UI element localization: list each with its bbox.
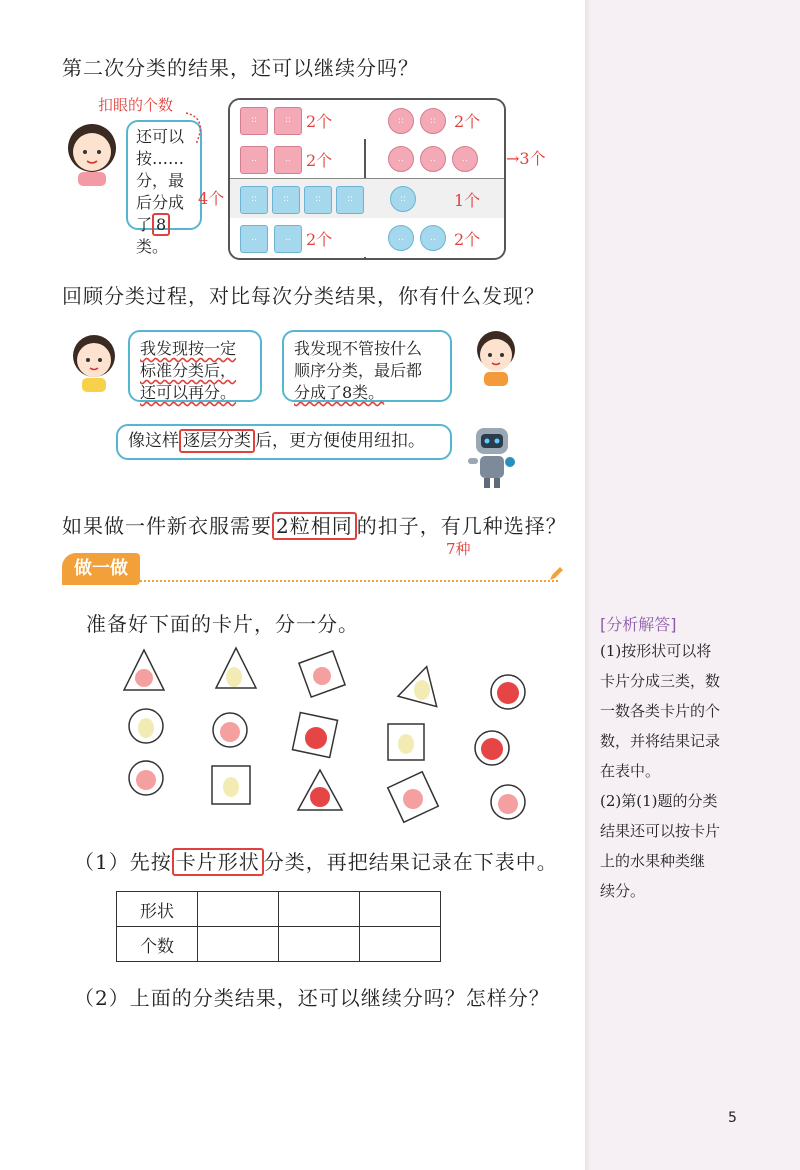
analysis-line: (2)第(1)题的分类	[600, 792, 718, 810]
page-fold	[585, 0, 591, 1170]
boxed-phrase: 卡片形状	[172, 848, 264, 876]
robot-speech-bubble	[116, 424, 452, 460]
circle-card-peach	[213, 713, 247, 747]
sub-question-1	[74, 846, 558, 875]
girl-illustration	[68, 330, 120, 392]
question-text: 如果做一件新衣服需要	[62, 514, 272, 538]
dotted-divider	[140, 580, 558, 582]
grid-row	[230, 218, 504, 257]
bubble-line: 后分成	[136, 193, 185, 212]
analysis-line: (1)按形状可以将	[600, 642, 712, 660]
speech-bubble-boy	[282, 330, 452, 402]
circle-card-apple	[475, 731, 509, 765]
grid-row	[230, 100, 504, 139]
circle-card-peach	[491, 785, 525, 819]
table-header-count: 个数	[117, 927, 198, 962]
pencil-icon	[548, 566, 564, 582]
square-button: ::	[304, 186, 332, 214]
count-label: 2个	[306, 112, 333, 131]
table-header-shape: 形状	[117, 892, 198, 927]
bubble-line: 我发现按一定	[140, 339, 237, 358]
grid-row	[230, 139, 504, 178]
analysis-title: [分析解答]	[600, 615, 677, 634]
girl-illustration	[62, 118, 122, 186]
count-label: 2个	[306, 230, 333, 249]
bubble-text: 类。	[136, 237, 169, 256]
bubble-line: 还可以再分。	[140, 383, 237, 402]
table-cell[interactable]	[279, 892, 360, 927]
circle-card-peach	[129, 761, 163, 795]
robot-illustration	[462, 424, 524, 490]
bubble-line: 分成了8类。	[294, 383, 385, 402]
sub-question-2: （2）上面的分类结果，还可以继续分吗？怎样分？	[74, 986, 550, 1010]
bubble-text: 像这样	[128, 431, 179, 451]
bubble-text: 了	[136, 215, 153, 234]
square-button: ..	[274, 225, 302, 253]
analysis-line: 结果还可以按卡片	[600, 822, 721, 840]
square-card-pear	[212, 766, 250, 804]
boy-illustration	[470, 326, 522, 386]
square-button: ..	[240, 146, 268, 174]
round-button: ..	[420, 225, 446, 251]
round-button: ..	[452, 146, 478, 172]
question-1: 第二次分类的结果，还可以继续分吗？	[62, 56, 419, 80]
triangle-card-pear	[216, 648, 256, 688]
analysis-line: 上的水果种类继	[600, 852, 706, 870]
task-instruction: 准备好下面的卡片，分一分。	[86, 612, 359, 636]
analysis-text	[600, 636, 760, 906]
table-cell[interactable]	[198, 892, 279, 927]
count-text: 3个	[519, 149, 546, 168]
square-button: ..	[240, 225, 268, 253]
square-card-peach	[388, 772, 438, 822]
boxed-phrase: 2粒相同	[272, 512, 357, 540]
round-button: ::	[388, 108, 414, 134]
question-text: （1）先按	[74, 850, 172, 874]
bubble-line: 分，最	[136, 171, 185, 190]
square-button: ::	[274, 107, 302, 135]
record-table	[116, 891, 441, 962]
bubble-line	[136, 214, 192, 258]
fruit-cards	[120, 644, 540, 824]
table-cell[interactable]	[360, 892, 441, 927]
analysis-line: 续分。	[600, 882, 646, 900]
question-text: 的扣子，有几种选择？	[356, 514, 567, 538]
round-button: ..	[388, 225, 414, 251]
arrow-annotation	[178, 108, 218, 148]
bubble-line: 还可以	[136, 127, 185, 146]
question-text: 分类，再把结果记录在下表中。	[263, 850, 558, 874]
round-button: ::	[390, 186, 416, 212]
boxed-term: 逐层分类	[179, 429, 255, 453]
round-button: ::	[420, 108, 446, 134]
round-button: ..	[420, 146, 446, 172]
table-row	[117, 892, 441, 927]
question-3	[62, 510, 567, 539]
bubble-line: 按……	[136, 149, 185, 168]
table-cell[interactable]	[279, 927, 360, 962]
label-3-ge: →3个	[506, 149, 546, 168]
question-2: 回顾分类过程，对比每次分类结果，你有什么发现？	[62, 284, 545, 308]
triangle-card-pear	[398, 661, 446, 706]
triangle-card-apple	[298, 770, 342, 810]
analysis-line: 一数各类卡片的个	[600, 702, 721, 720]
circle-card-pear	[129, 709, 163, 743]
analysis-line: 在表中。	[600, 762, 661, 780]
square-button: ::	[336, 186, 364, 214]
analysis-line: 卡片分成三类，数	[600, 672, 721, 690]
square-card-peach	[299, 651, 345, 697]
triangle-card-peach	[124, 650, 164, 690]
table-row	[117, 927, 441, 962]
count-label: 2个	[454, 112, 481, 131]
count-label: 2个	[454, 230, 481, 249]
button-classification-grid	[228, 98, 506, 260]
round-button: ..	[388, 146, 414, 172]
table-cell[interactable]	[360, 927, 441, 962]
count-label: 1个	[454, 191, 481, 210]
square-button: ::	[240, 186, 268, 214]
annotation-buttonholes: 扣眼的个数	[98, 96, 174, 114]
table-cell[interactable]	[198, 927, 279, 962]
square-button: ::	[240, 107, 268, 135]
square-card-pear	[388, 724, 424, 760]
bubble-line: 顺序分类，最后都	[294, 361, 423, 380]
answer-sidebar	[588, 0, 800, 1170]
bubble-line: 我发现不管按什么	[294, 339, 423, 358]
bubble-text: 后，更方便使用纽扣。	[255, 431, 425, 451]
section-banner: 做一做	[62, 553, 140, 585]
answer-7-kinds: 7种	[446, 540, 471, 558]
boxed-number: 8	[152, 213, 170, 236]
analysis-line: 数，并将结果记录	[600, 732, 721, 750]
speech-bubble-girl-2	[128, 330, 262, 402]
square-card-apple	[292, 712, 337, 757]
bubble-line: 标准分类后，	[140, 361, 237, 380]
page-number: 5	[728, 1110, 737, 1126]
count-label: 2个	[306, 151, 333, 170]
circle-card-apple	[491, 675, 525, 709]
square-button: ::	[272, 186, 300, 214]
square-button: ..	[274, 146, 302, 174]
label-4-ge: 4个	[198, 189, 225, 208]
grid-row	[230, 179, 504, 218]
